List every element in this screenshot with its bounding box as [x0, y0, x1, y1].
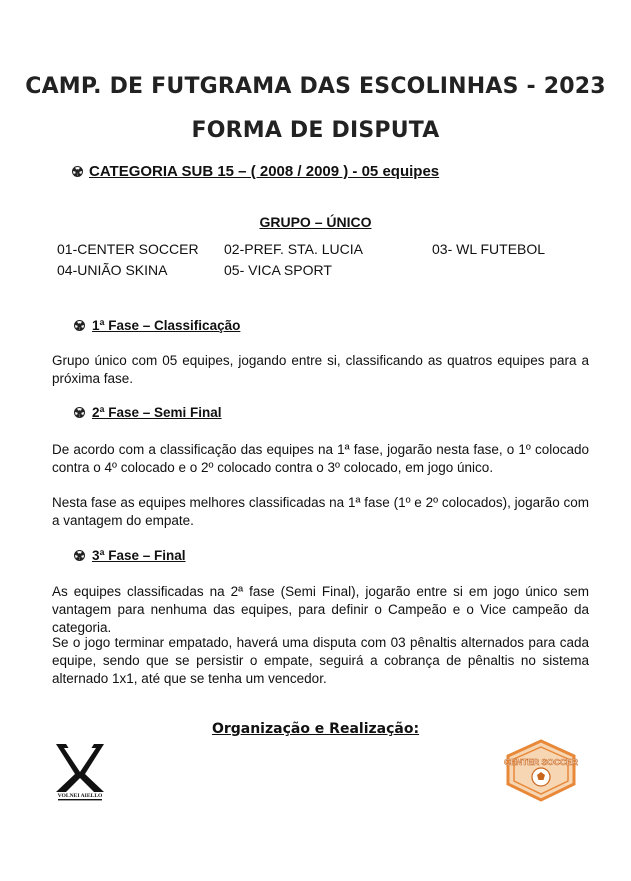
phase-title: 2ª Fase – Semi Final	[92, 405, 222, 420]
category-label: CATEGORIA SUB 15 – ( 2008 / 2009 ) - 05 equipes	[89, 163, 440, 180]
page-title: CAMP. DE FUTGRAMA DAS ESCOLINHAS - 2023	[25, 74, 606, 99]
soccer-ball-icon	[74, 407, 85, 418]
team-item: 02-PREF. STA. LUCIA	[224, 241, 364, 257]
phase-heading	[74, 548, 186, 563]
team-item: 01-CENTER SOCCER	[57, 241, 199, 257]
team-item: 05- VICA SPORT	[224, 262, 332, 278]
team-item: 03- WL FUTEBOL	[432, 241, 546, 257]
category-heading	[72, 163, 439, 180]
phase-paragraph: De acordo com a classificação das equipes na 1ª fase, jogarão nesta fase, o 1º colocado contra o 4º colocado e o 2º colocado contra o 3º colocado, em jogo único.	[52, 442, 589, 475]
page-subtitle: FORMA DE DISPUTA	[191, 118, 440, 143]
phase-heading	[74, 405, 222, 420]
soccer-ball-icon	[72, 166, 83, 177]
logo-left-text: VOLNEI AIELLO	[57, 793, 103, 799]
volnei-aiello-logo	[52, 740, 108, 802]
team-item: 04-UNIÃO SKINA	[57, 262, 168, 278]
phase-paragraph: As equipes classificadas na 2ª fase (Semi Final), jogarão entre si em jogo único sem vantagem para nenhuma das equipes, para definir o Campeão e o Vice campeão da categoria.	[52, 584, 589, 635]
soccer-ball-icon	[74, 550, 85, 561]
logo-right-text: CENTER SOCCER	[504, 757, 578, 767]
organization-label: Organização e Realização:	[211, 721, 420, 737]
phase-paragraph: Nesta fase as equipes melhores classificadas na 1ª fase (1º e 2º colocados), jogarão com a vantagem do empate.	[52, 495, 589, 528]
phase-title: 3ª Fase – Final	[92, 548, 186, 563]
phase-heading	[74, 318, 240, 333]
group-title: GRUPO – ÚNICO	[259, 214, 372, 230]
phase-paragraph: Se o jogo terminar empatado, haverá uma disputa com 03 pênaltis alternados para cada equipe, sendo que se persistir o empate, seguirá a cobrança de pênaltis no sistema alternado 1x1, até que se tenha um vencedor.	[52, 635, 589, 686]
phase-paragraph: Grupo único com 05 equipes, jogando entre si, classificando as quatros equipes para a próxima fase.	[52, 353, 589, 386]
soccer-ball-icon	[74, 320, 85, 331]
center-soccer-logo	[502, 738, 580, 804]
phase-title: 1ª Fase – Classificação	[92, 318, 241, 333]
